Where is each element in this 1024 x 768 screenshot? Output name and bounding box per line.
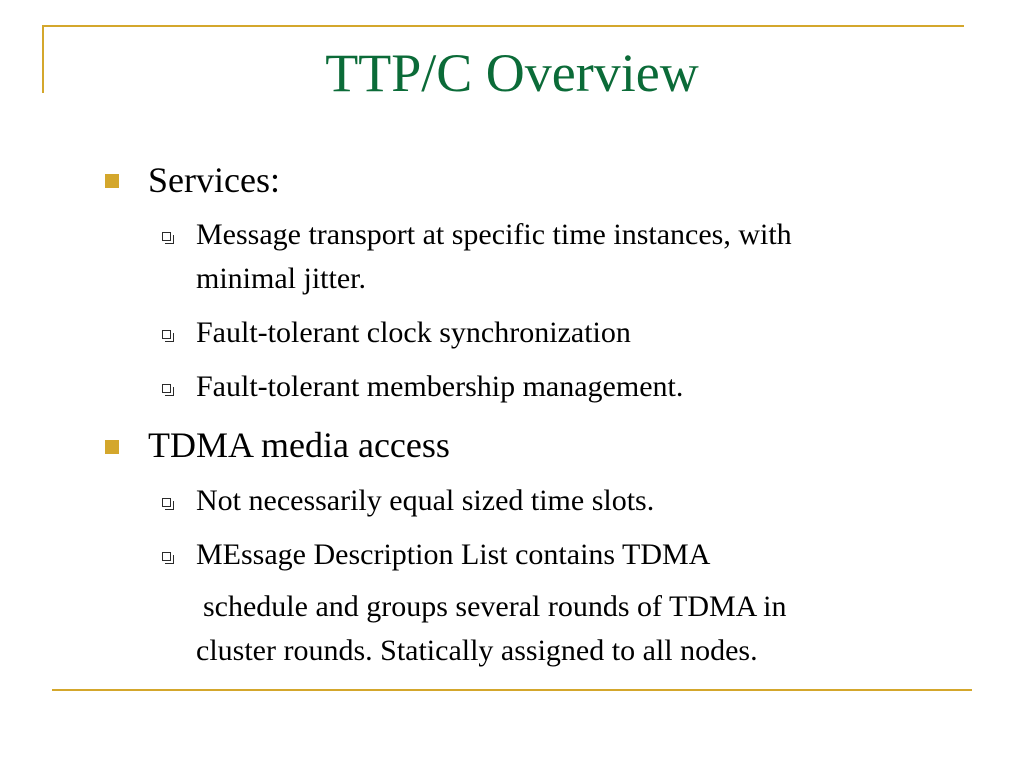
- sub-bullet-message-transport-line-1: Message transport at specific time instances, with: [196, 218, 792, 251]
- continuation-line-2: cluster rounds. Statically assigned to all nodes.: [196, 634, 758, 667]
- hollow-square-bullet-icon: [162, 498, 171, 507]
- sub-bullet-clock-sync: Fault-tolerant clock synchronization: [196, 316, 631, 349]
- hollow-square-bullet-icon: [162, 552, 171, 561]
- square-bullet-icon: [105, 174, 119, 188]
- sub-bullet-membership: Fault-tolerant membership management.: [196, 370, 684, 403]
- slide-title: TTP/C Overview: [325, 43, 699, 103]
- square-bullet-icon: [105, 440, 119, 454]
- hollow-square-bullet-icon: [162, 232, 171, 241]
- sub-bullet-time-slots: Not necessarily equal sized time slots.: [196, 484, 655, 517]
- hollow-square-bullet-icon: [162, 330, 171, 339]
- sub-bullet-medl: MEssage Description List contains TDMA: [196, 538, 711, 571]
- bullet-services: Services:: [148, 160, 280, 200]
- hollow-square-bullet-icon: [162, 384, 171, 393]
- continuation-line-1: schedule and groups several rounds of TDMA in: [203, 590, 787, 623]
- sub-bullet-message-transport-line-2: minimal jitter.: [196, 262, 366, 295]
- bullet-tdma: TDMA media access: [148, 425, 450, 465]
